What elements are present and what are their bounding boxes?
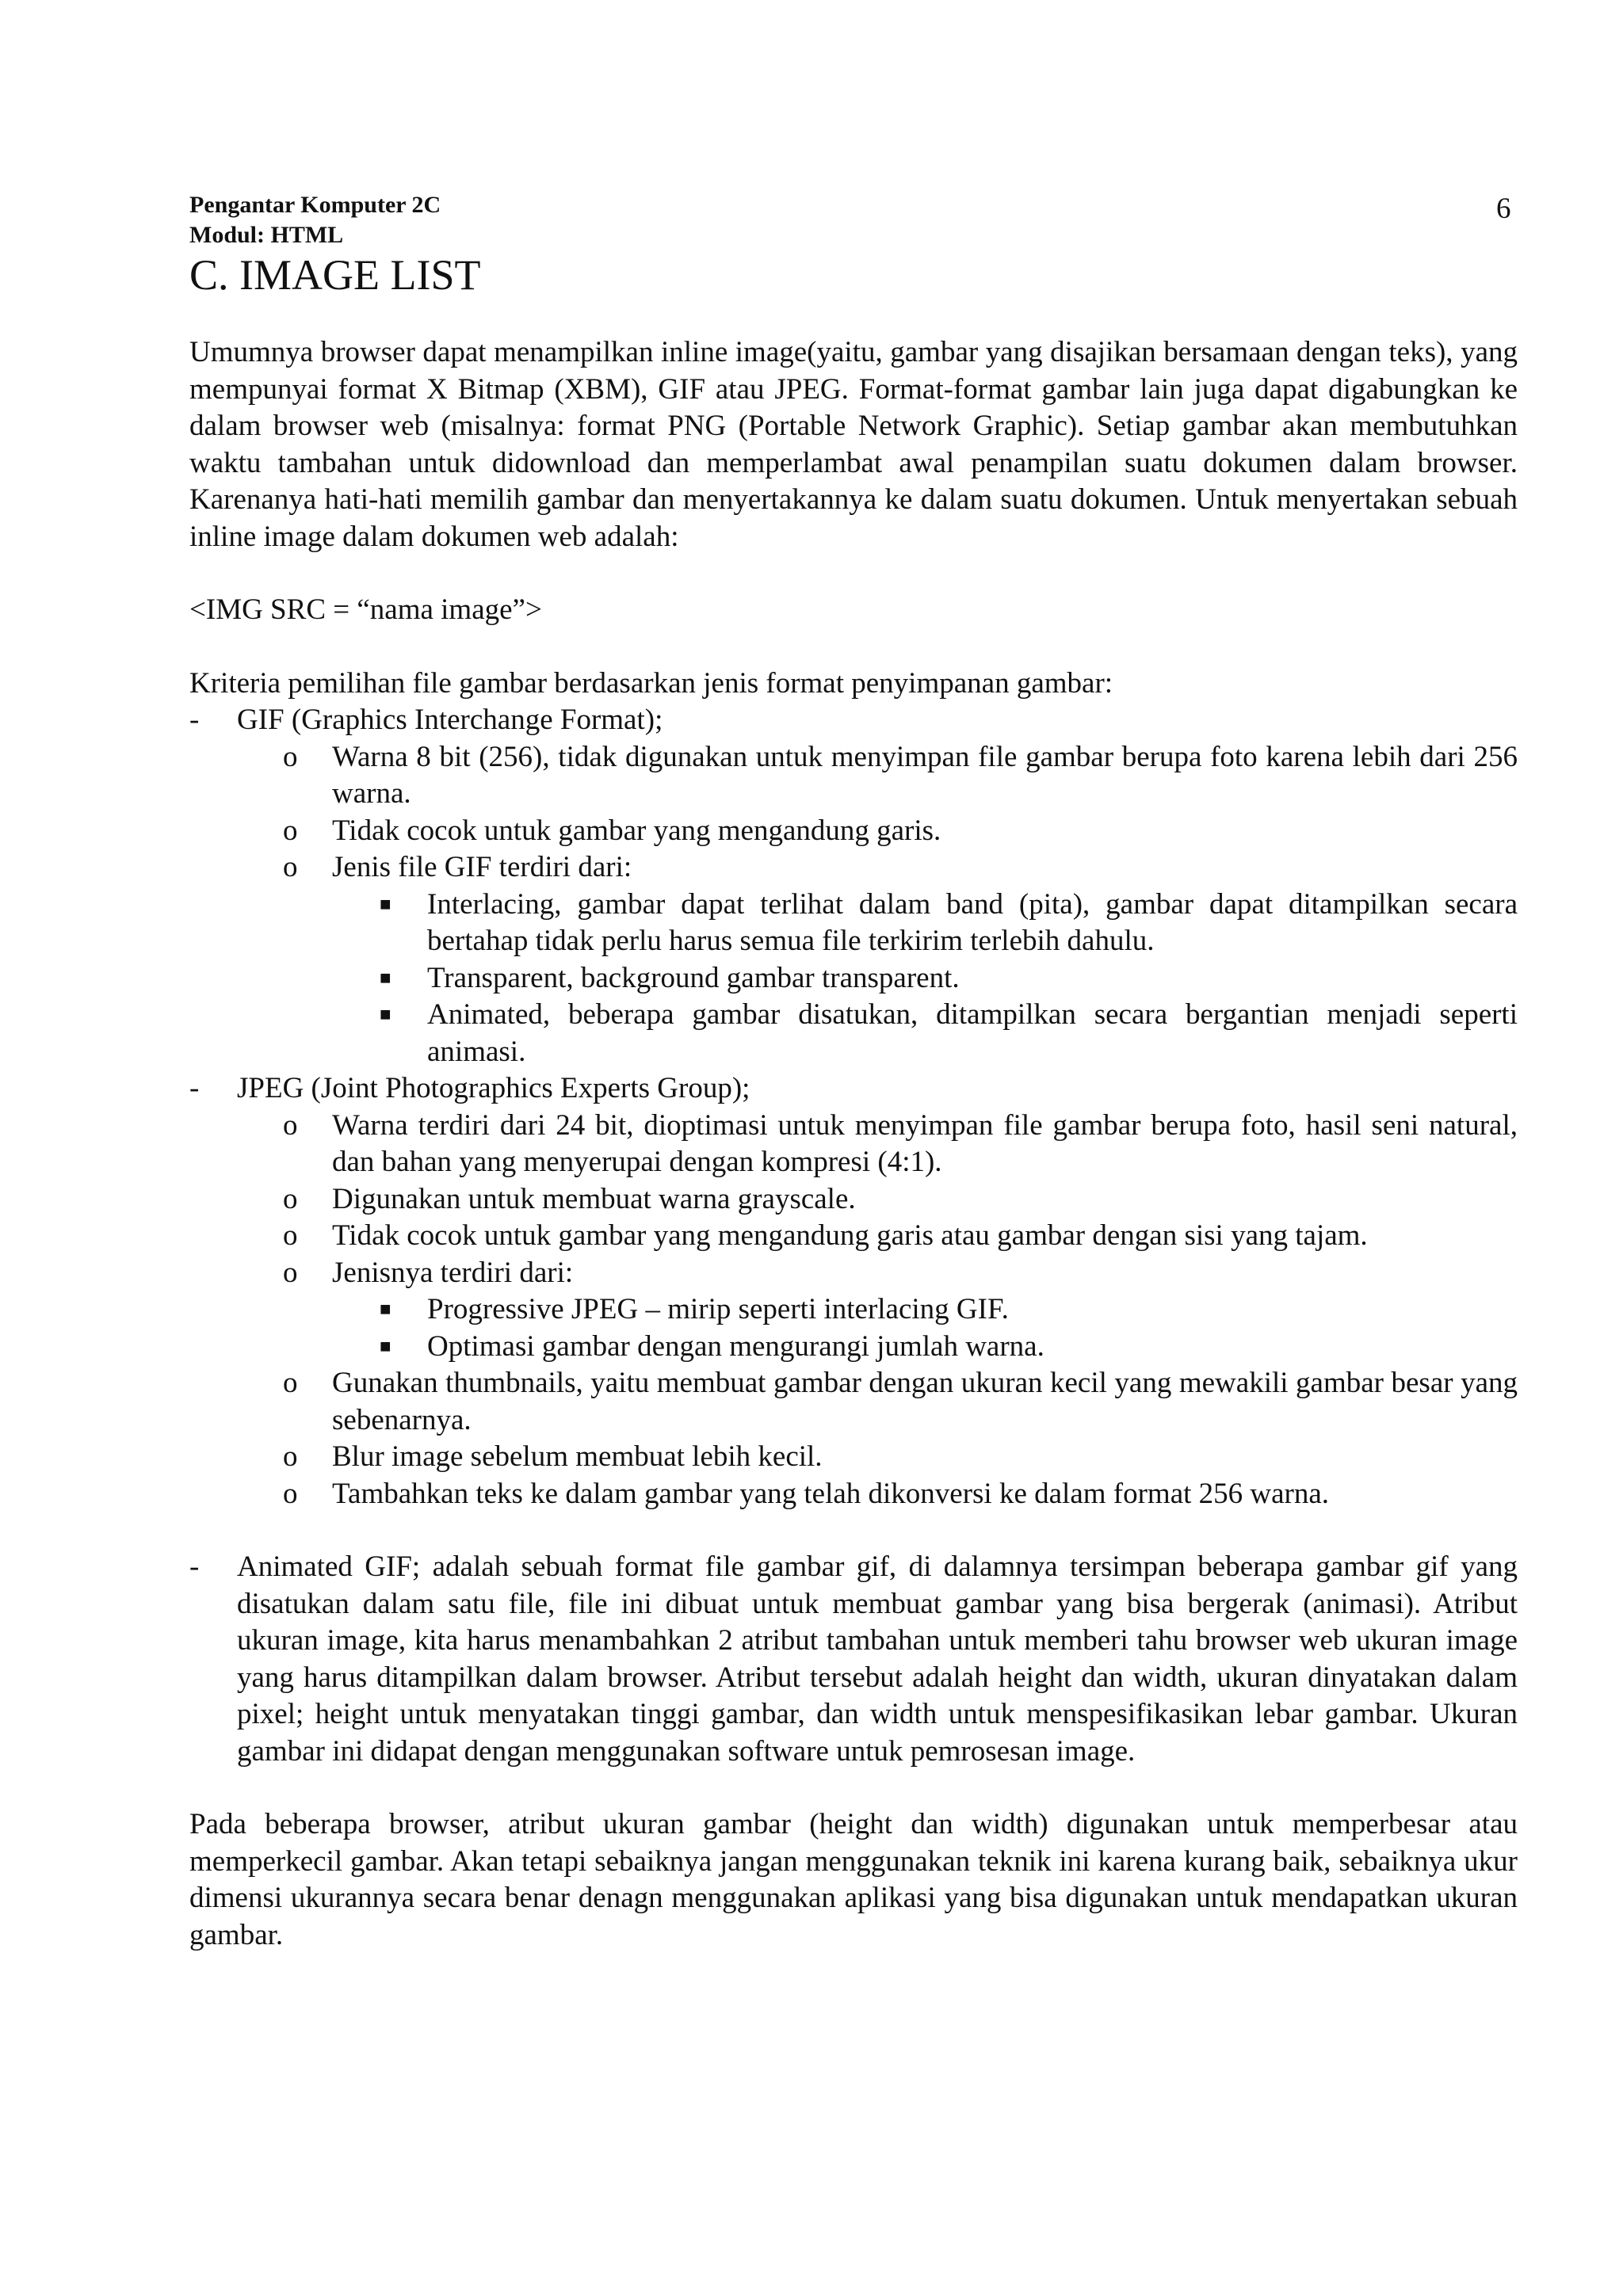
code-example: <IMG SRC = “nama image”> [189,593,542,626]
jpeg-item-text: Tambahkan teks ke dalam gambar yang telah dikonversi ke dalam format 256 warna. [332,1477,1330,1510]
gif-item-text: Warna 8 bit (256), tidak digunakan untuk menyimpan file gambar berupa foto karena lebih dari 256 warna. [332,740,1518,810]
criteria-text: Kriteria pemilihan file gambar berdasarkan jenis format penyimpanan gambar: [189,666,1113,700]
list-item [189,960,1518,997]
jpeg-item-text: Jenisnya terdiri dari: [332,1256,574,1289]
gif-subitem-text: Animated, beberapa gambar disatukan, ditampilkan secara bergantian menjadi seperti animasi. [427,998,1518,1068]
list-item [189,739,1518,813]
dash-marker: - [189,1072,200,1104]
circle-marker: o [283,1477,298,1510]
list-item [189,1365,1518,1439]
list-item [189,1291,1518,1329]
circle-marker: o [283,1367,298,1399]
closing-paragraph: Pada beberapa browser, atribut ukuran gambar (height dan width) digunakan untuk memperbesar atau memperkecil gambar. Akan tetapi sebaiknya jangan menggunakan teknik ini karena kurang baik, sebaiknya ukur dimensi ukurannya secara benar denagn menggunakan aplikasi yang bisa digunakan untuk mendapatkan ukuran gambar. [189,1808,1518,1951]
animated-gif-text: Animated GIF; adalah sebuah format file gambar gif, di dalamnya tersimpan beberapa gambar gif yang disatukan dalam satu file, file ini dibuat untuk membuat gambar yang bisa bergerak (animasi). Atribut ukuran image, kita harus menambahkan 2 atribut tambahan untuk memberi tahu browser web ukuran image yang harus ditampilkan dalam browser. Atribut tersebut adalah height dan width, ukuran dinyatakan dalam pixel; height untuk menyatakan tinggi gambar, dan width untuk menspesifikasikan lebar gambar. Ukuran gambar ini didapat dengan menggunakan software untuk pemrosesan image. [237,1550,1518,1768]
section-title: C. IMAGE LIST [189,251,481,299]
list-item-jpeg [189,1070,1518,1108]
document-page [189,190,1518,1954]
gif-subitem-text: Transparent, background gambar transparent. [427,961,960,994]
square-bullet-icon: ■ [380,967,391,989]
jpeg-item-text: Warna terdiri dari 24 bit, dioptimasi untuk menyimpan file gambar berupa foto, hasil seni natural, dan bahan yang menyerupai dengan kompresi (4:1). [332,1108,1518,1178]
list-item-gif [189,702,1518,739]
list-item [189,813,1518,850]
list-item-animated-gif [189,1549,1518,1770]
list-item [189,1329,1518,1366]
header-course: Pengantar Komputer 2C [189,192,441,218]
jpeg-title: JPEG (Joint Photographics Experts Group); [237,1072,750,1104]
square-bullet-icon: ■ [380,894,391,915]
jpeg-item-text: Tidak cocok untuk gambar yang mengandung garis atau gambar dengan sisi yang tajam. [332,1219,1368,1252]
list-item [189,849,1518,887]
square-bullet-icon: ■ [380,1336,391,1357]
jpeg-item-text: Blur image sebelum membuat lebih kecil. [332,1440,823,1473]
list-item [189,1218,1518,1255]
circle-marker: o [283,1256,298,1289]
dash-marker: - [189,1550,200,1583]
dash-marker: - [189,704,200,736]
jpeg-subitem-text: Progressive JPEG – mirip seperti interlacing GIF. [427,1293,1009,1325]
gif-title: GIF (Graphics Interchange Format); [237,704,663,736]
gif-item-text: Tidak cocok untuk gambar yang mengandung garis. [332,814,941,847]
list-item [189,1476,1518,1513]
circle-marker: o [283,851,298,883]
circle-marker: o [283,1108,298,1142]
jpeg-subitem-text: Optimasi gambar dengan mengurangi jumlah warna. [427,1329,1044,1363]
header-module: Modul: HTML [189,222,344,248]
square-bullet-icon: ■ [380,1299,391,1320]
list-item [189,1439,1518,1476]
jpeg-item-text: Gunakan thumbnails, yaitu membuat gambar dengan ukuran kecil yang mewakili gambar besar yang sebenarnya. [332,1367,1518,1436]
jpeg-item-text: Digunakan untuk membuat warna grayscale. [332,1182,856,1215]
intro-paragraph: Umumnya browser dapat menampilkan inline image(yaitu, gambar yang disajikan bersamaan dengan teks), yang mempunyai format X Bitmap (XBM), GIF atau JPEG. Format-format gambar lain juga dapat digabungkan ke dalam browser web (misalnya: format PNG (Portable Network Graphic). Setiap gambar akan membutuhkan waktu tambahan untuk didownload dan memperlambat awal penampilan suatu dokumen dalam browser. Karenanya hati-hati memilih gambar dan menyertakannya ke dalam suatu dokumen. Untuk menyertakan sebuah inline image dalam dokumen web adalah: [189,336,1518,553]
list-item [189,1255,1518,1292]
list-item [189,887,1518,960]
gif-item-text: Jenis file GIF terdiri dari: [332,851,632,883]
circle-marker: o [283,1440,298,1473]
list-item [189,997,1518,1070]
circle-marker: o [283,740,298,773]
page-number: 6 [1496,193,1511,225]
list-item [189,1181,1518,1219]
circle-marker: o [283,1219,298,1252]
square-bullet-icon: ■ [380,1005,391,1025]
list-item [189,1108,1518,1181]
circle-marker: o [283,814,298,847]
circle-marker: o [283,1182,298,1215]
gif-subitem-text: Interlacing, gambar dapat terlihat dalam band (pita), gambar dapat ditampilkan secara bertahap tidak perlu harus semua file terkirim terlebih dahulu. [427,887,1518,957]
